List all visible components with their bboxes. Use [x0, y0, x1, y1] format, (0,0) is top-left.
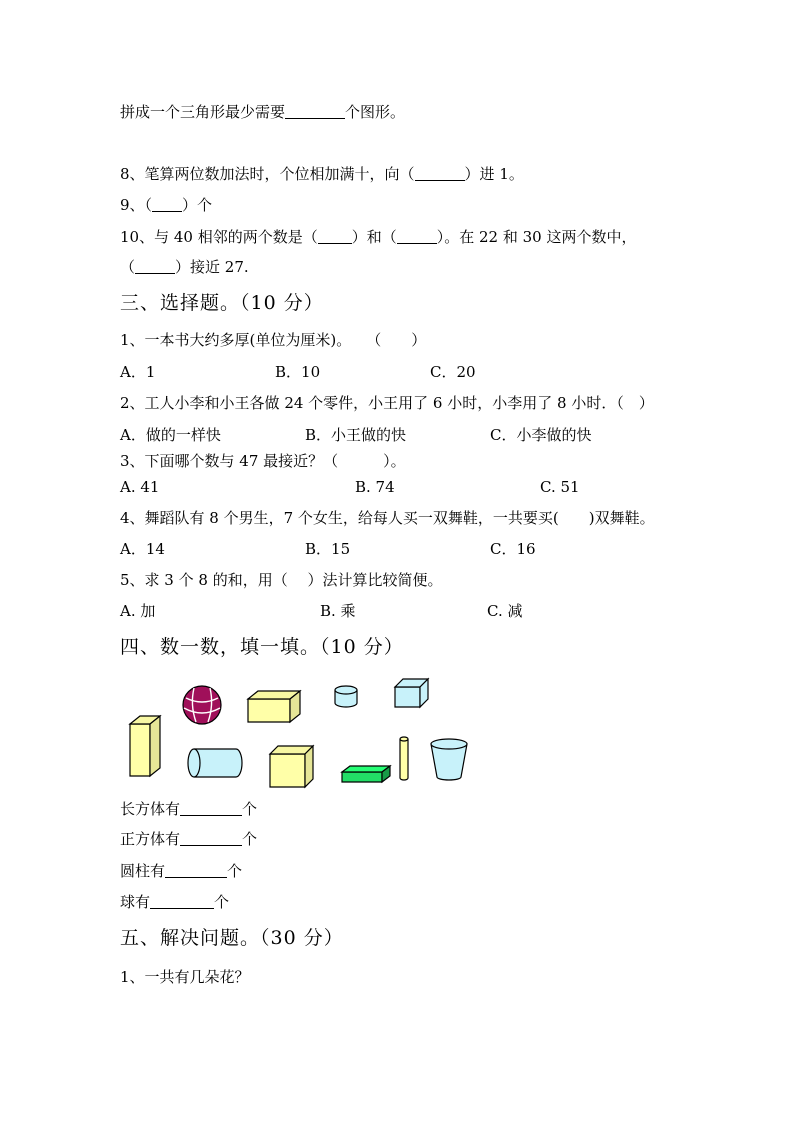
s3-q1-text: 1、一本书大约多厚(单位为厘米)。 （ ）	[120, 331, 427, 349]
q10-line1	[120, 227, 636, 247]
section4-title: 四、数一数，填一填。（10 分）	[120, 636, 404, 658]
s3-q4-option-c[interactable]: C．16	[490, 540, 536, 558]
s3-q2-option-c[interactable]: C．小李做的快	[490, 426, 592, 444]
s3-q2-text: 2、工人小李和小王各做 24 个零件，小王用了 6 小时，小李用了 8 小时．（ ）	[120, 394, 654, 412]
answer-blank[interactable]	[180, 830, 242, 846]
s3-q2-option-b[interactable]: B．小王做的快	[305, 426, 407, 444]
answer-blank[interactable]	[152, 196, 182, 212]
lying-cylinder-shape	[188, 749, 242, 777]
cube-count	[120, 829, 257, 849]
answer-blank[interactable]	[150, 893, 214, 909]
answer-blank[interactable]	[285, 103, 345, 119]
tall-cuboid-shape	[130, 716, 160, 776]
q9	[120, 195, 212, 215]
answer-blank[interactable]	[165, 862, 227, 878]
q9-text: 9、（	[120, 196, 153, 214]
cup-shape	[431, 739, 467, 780]
ball-shape	[183, 686, 221, 724]
unit-label: 个	[242, 800, 258, 818]
cube-label: 正方体有	[120, 830, 181, 848]
green-cuboid-shape	[342, 766, 390, 782]
answer-blank[interactable]	[135, 258, 175, 274]
unit-label: 个	[242, 830, 258, 848]
sphere-label: 球有	[120, 893, 151, 911]
section3-title: 三、选择题。（10 分）	[120, 292, 324, 314]
s3-q1-option-b[interactable]: B．10	[275, 363, 321, 381]
solids-figure	[120, 672, 480, 792]
s3-q1-option-a[interactable]: A．1	[120, 363, 156, 381]
flat-cuboid-shape	[248, 691, 300, 722]
cuboid-count	[120, 799, 257, 819]
q8-text: 8、笔算两位数加法时，个位相加满十，向（	[120, 165, 415, 183]
s3-q3-option-c[interactable]: C. 51	[540, 478, 580, 496]
s3-q3-option-a[interactable]: A. 41	[120, 478, 160, 496]
q10-text-b: ）和（	[351, 228, 397, 246]
small-cylinder-shape	[335, 686, 357, 707]
q10-text-c: ）。在 22 和 30 这两个数中，	[436, 228, 637, 246]
q7-text-after: 个图形。	[345, 103, 406, 121]
q10-text-d: （	[120, 258, 136, 276]
rod-cylinder-shape	[400, 737, 408, 780]
s5-q1-text: 1、一共有几朵花？	[120, 968, 250, 986]
q9-text-after: ）个	[182, 196, 213, 214]
answer-blank[interactable]	[397, 228, 437, 244]
q10-text-a: 10、与 40 相邻的两个数是（	[120, 228, 318, 246]
q8-text-after: ）进 1。	[464, 165, 524, 183]
s3-q5-text: 5、求 3 个 8 的和，用（ ）法计算比较简便。	[120, 571, 443, 589]
section5-title: 五、解决问题。（30 分）	[120, 927, 344, 949]
q8	[120, 164, 524, 184]
s3-q5-option-b[interactable]: B. 乘	[320, 602, 356, 620]
s3-q4-text: 4、舞蹈队有 8 个男生，7 个女生，给每人买一双舞鞋，一共要买( )双舞鞋。	[120, 509, 655, 527]
unit-label: 个	[227, 862, 243, 880]
q7-text: 拼成一个三角形最少需要	[120, 103, 286, 121]
cylinder-label: 圆柱有	[120, 862, 166, 880]
answer-blank[interactable]	[318, 228, 352, 244]
s3-q5-option-c[interactable]: C. 减	[487, 602, 523, 620]
q7-tail	[120, 102, 405, 122]
s3-q5-option-a[interactable]: A. 加	[120, 602, 156, 620]
q10-line2	[120, 257, 249, 277]
s3-q3-text: 3、下面哪个数与 47 最接近？（ ）。	[120, 452, 406, 470]
q10-text-e: ）接近 27.	[175, 258, 249, 276]
s3-q2-option-a[interactable]: A．做的一样快	[120, 426, 221, 444]
cylinder-count	[120, 861, 242, 881]
sphere-count	[120, 892, 229, 912]
small-cube-shape	[395, 679, 428, 707]
cube-shape	[270, 746, 313, 787]
answer-blank[interactable]	[180, 800, 242, 816]
s3-q1-option-c[interactable]: C．20	[430, 363, 476, 381]
cuboid-label: 长方体有	[120, 800, 181, 818]
s3-q3-option-b[interactable]: B. 74	[355, 478, 395, 496]
unit-label: 个	[214, 893, 230, 911]
s3-q4-option-a[interactable]: A．14	[120, 540, 165, 558]
s3-q4-option-b[interactable]: B．15	[305, 540, 351, 558]
answer-blank[interactable]	[415, 165, 465, 181]
